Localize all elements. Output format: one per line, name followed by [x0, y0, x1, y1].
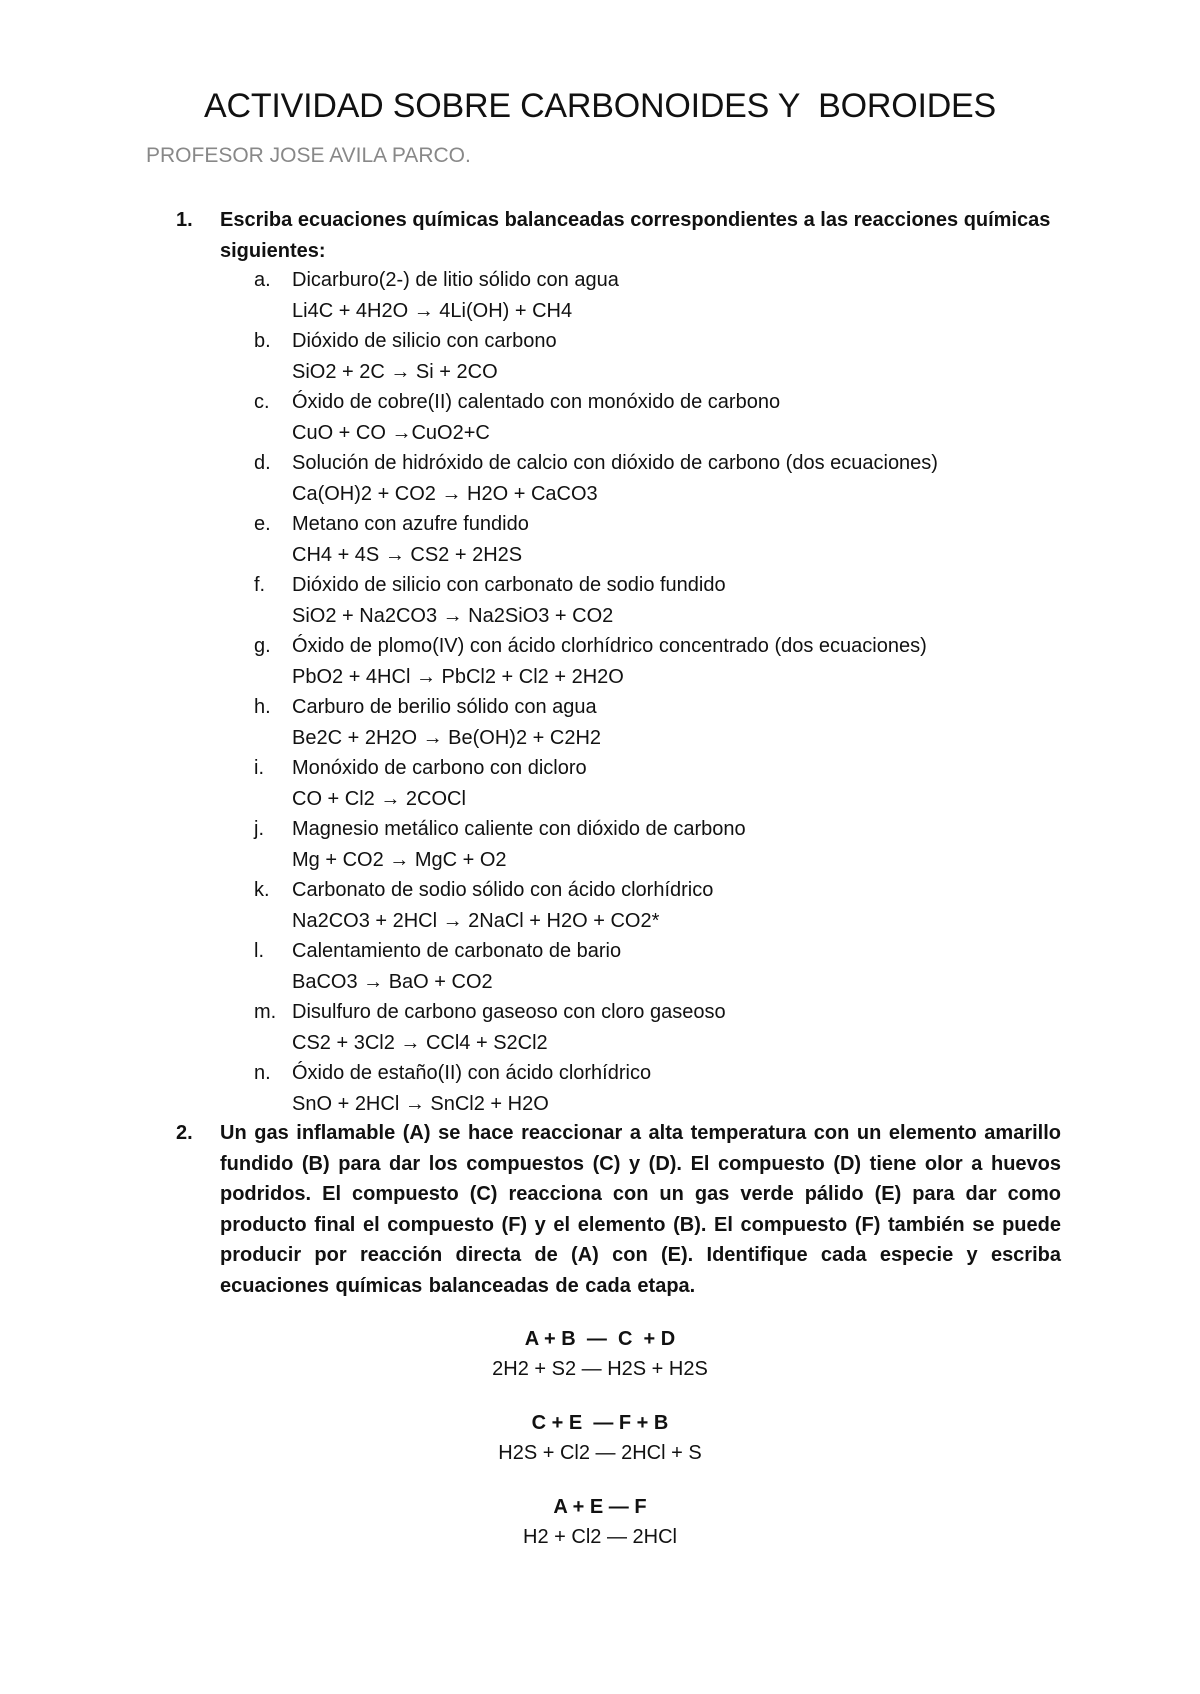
list-item: [0, 448, 1200, 509]
item-letter: h.: [254, 696, 271, 718]
document-subtitle: PROFESOR JOSE AVILA PARCO.: [146, 144, 471, 167]
item-description: Metano con azufre fundido: [292, 513, 529, 535]
question-1: [176, 205, 1061, 266]
item-equation: SiO2 + Na2CO3 → Na2SiO3 + CO2: [292, 604, 614, 627]
item-letter: g.: [254, 635, 271, 657]
list-item: [0, 387, 1200, 448]
list-item: [0, 692, 1200, 753]
reaction-scheme: [0, 1324, 1200, 1384]
item-equation: SnO + 2HCl → SnCl2 + H2O: [292, 1092, 549, 1115]
scheme-equation: 2H2 + S2 — H2S + H2S: [492, 1358, 708, 1380]
item-description: Calentamiento de carbonato de bario: [292, 940, 622, 962]
list-item: [0, 1058, 1200, 1119]
reaction-scheme: [0, 1492, 1200, 1552]
item-equation: Na2CO3 + 2HCl → 2NaCl + H2O + CO2*: [292, 909, 660, 932]
list-item: [0, 753, 1200, 814]
scheme-label: A + B — C + D: [524, 1328, 676, 1350]
item-description: Dióxido de silicio con carbonato de sodio fundido: [292, 574, 726, 596]
item-letter: e.: [254, 513, 271, 535]
item-description: Óxido de estaño(II) con ácido clorhídrico: [292, 1062, 652, 1084]
item-equation: Ca(OH)2 + CO2 → H2O + CaCO3: [292, 482, 598, 505]
item-equation: CuO + CO →CuO2+C: [292, 421, 490, 444]
list-item: [0, 570, 1200, 631]
list-item: [0, 326, 1200, 387]
list-item: [0, 875, 1200, 936]
item-equation: Mg + CO2 → MgC + O2: [292, 848, 507, 871]
item-letter: c.: [254, 391, 270, 413]
item-equation: PbO2 + 4HCl → PbCl2 + Cl2 + 2H2O: [292, 665, 624, 688]
item-letter: n.: [254, 1062, 271, 1084]
item-description: Magnesio metálico caliente con dióxido de carbono: [292, 818, 746, 840]
scheme-label: C + E — F + B: [531, 1412, 669, 1434]
item-equation: Be2C + 2H2O → Be(OH)2 + C2H2: [292, 726, 602, 749]
reaction-scheme: [0, 1408, 1200, 1468]
list-item: [0, 265, 1200, 326]
question-2: [176, 1118, 1061, 1301]
item-description: Monóxido de carbono con dicloro: [292, 757, 587, 779]
item-letter: d.: [254, 452, 271, 474]
document-title: ACTIVIDAD SOBRE CARBONOIDES Y BOROIDES: [203, 87, 996, 125]
item-description: Disulfuro de carbono gaseoso con cloro gaseoso: [292, 1001, 726, 1023]
question-2-text: Un gas inflamable (A) se hace reaccionar a alta temperatura con un elemento amarillo fundido (B) para dar los compuestos (C) y (D). El compuesto (D) tiene olor a huevos podridos. El compuesto (C) reacciona con un gas verde pálido (E) para dar como producto final el compuesto (F) y el elemento (B). El compuesto (F) también se puede producir por reacción directa de (A) con (E). Identifique cada especie y escriba ecuaciones químicas balanceadas de cada etapa.: [220, 1122, 1061, 1297]
item-letter: l.: [254, 940, 264, 962]
item-equation: CS2 + 3Cl2 → CCl4 + S2Cl2: [292, 1031, 548, 1054]
item-description: Dióxido de silicio con carbono: [292, 330, 557, 352]
question-1-number: 1.: [176, 209, 193, 231]
question-1-text: Escriba ecuaciones químicas balanceadas correspondientes a las reacciones químicas siguientes:: [220, 209, 1051, 262]
list-item: [0, 814, 1200, 875]
item-equation: BaCO3 → BaO + CO2: [292, 970, 493, 993]
list-item: [0, 631, 1200, 692]
list-item: [0, 509, 1200, 570]
item-letter: b.: [254, 330, 271, 352]
item-letter: k.: [254, 879, 270, 901]
item-description: Dicarburo(2-) de litio sólido con agua: [292, 269, 619, 291]
item-equation: Li4C + 4H2O → 4Li(OH) + CH4: [292, 299, 573, 322]
list-item: [0, 997, 1200, 1058]
scheme-equation: H2S + Cl2 — 2HCl + S: [498, 1442, 702, 1464]
item-description: Carbonato de sodio sólido con ácido clorhídrico: [292, 879, 714, 901]
item-equation: CH4 + 4S → CS2 + 2H2S: [292, 543, 523, 566]
item-letter: i.: [254, 757, 264, 779]
item-description: Solución de hidróxido de calcio con dióxido de carbono (dos ecuaciones): [292, 452, 938, 474]
list-item: [0, 936, 1200, 997]
item-description: Óxido de cobre(II) calentado con monóxido de carbono: [292, 391, 781, 413]
item-letter: m.: [254, 1001, 277, 1023]
scheme-label: A + E — F: [553, 1496, 647, 1518]
scheme-equation: H2 + Cl2 — 2HCl: [523, 1526, 677, 1548]
item-equation: SiO2 + 2C → Si + 2CO: [292, 360, 498, 383]
item-description: Carburo de berilio sólido con agua: [292, 696, 597, 718]
item-letter: a.: [254, 269, 271, 291]
item-letter: j.: [254, 818, 264, 840]
item-letter: f.: [254, 574, 266, 596]
question-2-number: 2.: [176, 1122, 193, 1144]
item-description: Óxido de plomo(IV) con ácido clorhídrico concentrado (dos ecuaciones): [292, 635, 927, 657]
item-equation: CO + Cl2 → 2COCl: [292, 787, 466, 810]
